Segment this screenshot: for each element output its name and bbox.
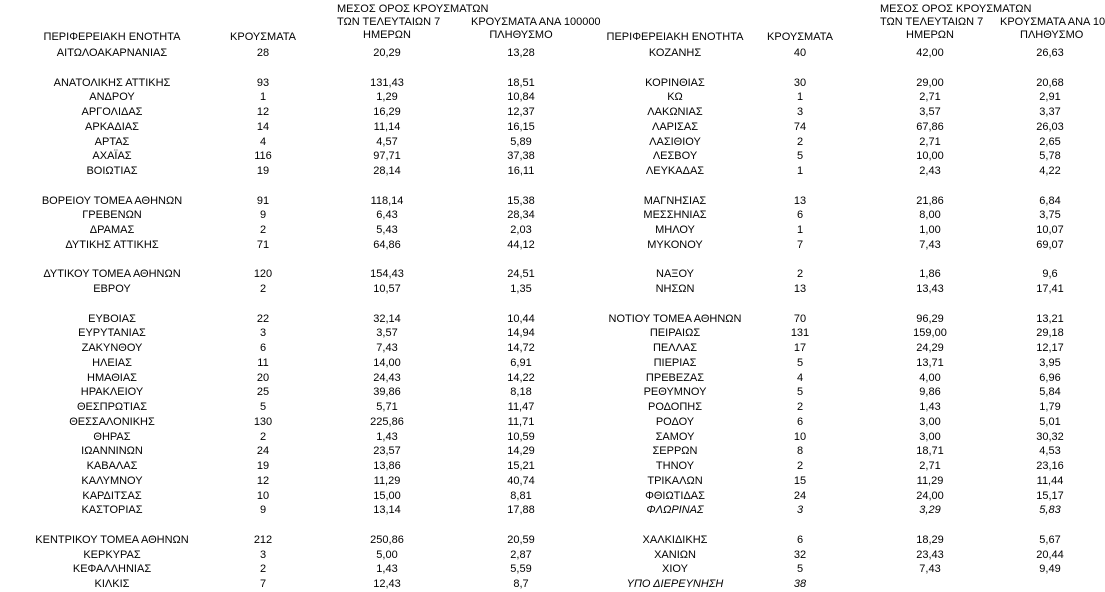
cell-avg7: 12,43 (373, 578, 401, 590)
cell-region: ΛΑΚΩΝΙΑΣ (647, 106, 703, 118)
cell-cases: 7 (796, 238, 804, 251)
cell-avg7: 9,86 (919, 386, 941, 399)
cell-avg7: 10,00 (916, 150, 944, 163)
cell-per100k: 15,17 (1036, 489, 1064, 502)
cell-avg7: 4,00 (919, 371, 941, 384)
cell-cases: 1 (796, 91, 804, 104)
cell-per100k: 2,03 (510, 224, 532, 236)
cell-avg7: 32,14 (373, 312, 401, 325)
cell-region: ΔΥΤΙΚΗΣ ΑΤΤΙΚΗΣ (65, 238, 159, 251)
cell-region: ΣΑΜΟΥ (655, 430, 695, 443)
cell-cases: 131 (790, 327, 810, 340)
cell-cases: 2 (796, 135, 804, 148)
cell-avg7: 11,14 (373, 120, 401, 133)
cell-region: ΖΑΚΥΝΘΟΥ (81, 342, 143, 354)
cell-cases: 19 (256, 460, 270, 472)
cell-region: ΧΑΛΚΙΔΙΚΗΣ (642, 533, 708, 546)
cell-cases: 24 (793, 489, 807, 502)
cell-avg7: 39,86 (373, 386, 401, 399)
cell-per100k: 6,91 (510, 356, 532, 369)
cell-per100k: 11,44 (1036, 474, 1064, 487)
cell-per100k: 5,59 (510, 563, 532, 576)
cell-per100k: 16,15 (507, 120, 535, 133)
cell-cases: 6 (796, 533, 804, 546)
cell-per100k: 20,68 (1036, 76, 1064, 89)
cell-avg7: 15,00 (373, 489, 401, 502)
cell-per100k: 17,88 (507, 504, 535, 517)
cell-per100k: 1,79 (1039, 401, 1061, 413)
cell-region: ΜΗΛΟΥ (655, 224, 695, 236)
cell-per100k: 6,96 (1039, 371, 1061, 384)
cell-cases: 1 (259, 91, 267, 104)
header-avg7-line3: ΗΜΕΡΩΝ (363, 29, 411, 41)
cell-avg7: 29,00 (916, 76, 944, 89)
cell-avg7: 1,29 (376, 91, 398, 104)
cell-region: ΝΑΞΟΥ (656, 268, 694, 281)
cell-avg7: 250,86 (370, 533, 404, 546)
cell-avg7: 64,86 (373, 238, 401, 251)
cell-region: ΑΝΑΤΟΛΙΚΗΣ ΑΤΤΙΚΗΣ (53, 76, 171, 89)
header-cases: ΚΡΟΥΣΜΑΤΑ (230, 31, 296, 43)
cell-region: ΧΙΟΥ (662, 563, 688, 576)
cell-avg7: 3,57 (376, 327, 398, 340)
cell-per100k: 40,74 (507, 474, 535, 487)
cell-per100k: 17,41 (1036, 283, 1064, 295)
cell-cases: 3 (259, 327, 267, 340)
cell-region: ΔΡΑΜΑΣ (89, 224, 135, 236)
cell-cases: 2 (796, 401, 804, 413)
cell-cases: 212 (253, 533, 273, 546)
cell-avg7: 10,57 (373, 283, 401, 295)
cell-region: ΚΑΡΔΙΤΣΑΣ (82, 489, 142, 502)
cell-per100k: 8,18 (510, 386, 532, 399)
header-avg7-line2: ΤΩΝ ΤΕΛΕΥΤΑΙΩΝ 7 (880, 16, 984, 28)
cell-per100k: 18,51 (507, 76, 535, 89)
cell-region: ΑΡΓΟΛΙΔΑΣ (81, 106, 143, 118)
cell-region: ΠΕΛΛΑΣ (652, 342, 698, 354)
cell-cases: 28 (256, 47, 270, 59)
cell-per100k: 5,83 (1039, 504, 1061, 517)
cell-cases: 19 (256, 165, 270, 177)
cell-cases: 3 (796, 106, 804, 118)
cell-region: ΕΥΡΥΤΑΝΙΑΣ (78, 327, 146, 340)
cell-region: ΚΟΡΙΝΘΙΑΣ (645, 76, 705, 89)
cell-per100k: 10,07 (1036, 224, 1064, 236)
cell-cases: 17 (793, 342, 807, 354)
cell-per100k: 11,71 (507, 415, 535, 428)
cell-region: ΚΑΛΥΜΝΟΥ (81, 474, 143, 487)
cell-cases: 10 (793, 430, 807, 443)
cell-cases: 22 (256, 312, 270, 325)
cell-avg7: 11,29 (373, 474, 401, 487)
cell-cases: 4 (796, 371, 804, 384)
cell-avg7: 7,43 (919, 563, 941, 576)
cell-region: ΘΕΣΠΡΩΤΙΑΣ (76, 401, 148, 413)
cell-avg7: 5,43 (376, 224, 398, 236)
cell-per100k: 6,84 (1039, 194, 1061, 207)
cell-per100k: 2,65 (1039, 135, 1061, 148)
cell-avg7: 159,00 (913, 327, 947, 340)
cell-avg7: 42,00 (916, 47, 944, 59)
cell-per100k: 3,37 (1039, 106, 1061, 118)
cell-cases: 6 (259, 342, 267, 354)
cell-region: ΑΡΤΑΣ (94, 135, 130, 148)
cell-per100k: 11,47 (507, 401, 535, 413)
cell-cases: 5 (796, 356, 804, 369)
cell-cases: 2 (259, 430, 267, 443)
cell-per100k: 5,67 (1039, 533, 1061, 546)
cell-per100k: 12,37 (507, 106, 535, 118)
cell-region: ΝΟΤΙΟΥ ΤΟΜΕΑ ΑΘΗΝΩΝ (608, 312, 742, 325)
cell-region: ΜΑΓΝΗΣΙΑΣ (643, 194, 707, 207)
cell-cases: 12 (256, 474, 270, 487)
cell-cases: 40 (793, 47, 807, 59)
header-region: ΠΕΡΙΦΕΡΕΙΑΚΗ ΕΝΟΤΗΤΑ (43, 31, 181, 43)
cell-cases: 2 (259, 283, 267, 295)
cell-avg7: 24,29 (916, 342, 944, 354)
cell-avg7: 14,00 (373, 356, 401, 369)
cell-per100k: 26,03 (1036, 120, 1064, 133)
cell-region: ΑΙΤΩΛΟΑΚΑΡΝΑΝΙΑΣ (56, 47, 168, 59)
cell-cases: 5 (259, 401, 267, 413)
cell-avg7: 28,14 (373, 165, 401, 177)
cell-region: ΗΜΑΘΙΑΣ (87, 371, 137, 384)
cell-per100k: 4,53 (1039, 445, 1061, 458)
cell-per100k: 9,49 (1039, 563, 1061, 576)
cell-cases: 24 (256, 445, 270, 458)
cell-per100k: 26,63 (1036, 47, 1064, 59)
header-per100k-line1: ΚΡΟΥΣΜΑΤΑ ΑΝΑ 100000 (471, 16, 601, 28)
cell-cases: 130 (253, 415, 273, 428)
cell-per100k: 5,01 (1039, 415, 1061, 428)
cell-region: ΑΡΚΑΔΙΑΣ (85, 120, 139, 133)
cell-avg7: 13,43 (916, 283, 944, 295)
cell-avg7: 1,86 (919, 268, 941, 281)
cell-region: ΑΧΑΪΑΣ (92, 150, 132, 163)
cell-avg7: 3,29 (919, 504, 941, 517)
cell-cases: 5 (796, 386, 804, 399)
cell-region: ΚΕΝΤΡΙΚΟΥ ΤΟΜΕΑ ΑΘΗΝΩΝ (35, 533, 189, 546)
cell-cases: 2 (796, 268, 804, 281)
cell-per100k: 10,59 (507, 430, 535, 443)
cell-avg7: 1,43 (376, 430, 398, 443)
cell-avg7: 18,29 (916, 533, 944, 546)
cell-avg7: 21,86 (916, 194, 944, 207)
cell-region: ΚΙΛΚΙΣ (94, 578, 130, 590)
cell-region: ΘΕΣΣΑΛΟΝΙΚΗΣ (69, 415, 155, 428)
cell-cases: 25 (256, 386, 270, 399)
cell-region: ΡΟΔΟΠΗΣ (647, 401, 703, 413)
cell-cases: 74 (793, 120, 807, 133)
cell-cases: 13 (793, 194, 807, 207)
cell-cases: 38 (793, 578, 807, 590)
cell-per100k: 14,22 (507, 371, 535, 384)
cell-cases: 91 (256, 194, 270, 207)
cell-per100k: 14,29 (507, 445, 535, 458)
cell-cases: 12 (256, 106, 270, 118)
cell-per100k: 14,94 (507, 327, 535, 340)
cell-region: ΤΗΝΟΥ (655, 460, 695, 472)
cell-cases: 10 (256, 489, 270, 502)
cell-cases: 13 (793, 283, 807, 295)
cell-per100k: 10,44 (507, 312, 535, 325)
cell-avg7: 23,57 (373, 445, 401, 458)
cell-region: ΡΕΘΥΜΝΟΥ (643, 386, 707, 399)
cell-region: ΡΟΔΟΥ (655, 415, 695, 428)
cell-per100k: 13,21 (1036, 312, 1064, 325)
header-per100k-line1: ΚΡΟΥΣΜΑΤΑ ΑΝΑ 10 (1000, 16, 1105, 28)
cell-cases: 6 (796, 415, 804, 428)
cell-cases: 120 (253, 268, 273, 281)
cell-per100k: 24,51 (507, 268, 535, 281)
cell-region: ΧΑΝΙΩΝ (654, 548, 696, 561)
cell-cases: 2 (796, 460, 804, 472)
cell-avg7: 96,29 (916, 312, 944, 325)
cell-avg7: 11,29 (916, 474, 944, 487)
cell-per100k: 16,11 (507, 165, 535, 177)
cell-cases: 70 (793, 312, 807, 325)
header-avg7-line3: ΗΜΕΡΩΝ (906, 29, 954, 41)
cell-per100k: 2,87 (510, 548, 532, 561)
cell-region: ΒΟΡΕΙΟΥ ΤΟΜΕΑ ΑΘΗΝΩΝ (41, 194, 183, 207)
cell-avg7: 2,43 (919, 165, 941, 177)
cell-avg7: 16,29 (373, 106, 401, 118)
cell-region: ΦΛΩΡΙΝΑΣ (646, 504, 704, 517)
cell-per100k: 15,21 (507, 460, 535, 472)
cell-region: ΗΡΑΚΛΕΙΟΥ (80, 386, 144, 399)
cell-per100k: 37,38 (507, 150, 535, 163)
cell-region: ΚΑΣΤΟΡΙΑΣ (81, 504, 143, 517)
cell-avg7: 2,71 (919, 91, 941, 104)
cell-region: ΣΕΡΡΩΝ (652, 445, 698, 458)
cell-cases: 116 (254, 150, 272, 163)
cell-avg7: 1,43 (919, 401, 941, 413)
cell-avg7: 1,00 (919, 224, 941, 236)
cell-avg7: 4,57 (376, 135, 398, 148)
cell-avg7: 20,29 (373, 47, 401, 59)
cell-region: ΝΗΣΩΝ (655, 283, 695, 295)
cell-avg7: 2,71 (919, 135, 941, 148)
cell-avg7: 24,43 (373, 371, 401, 384)
cell-per100k: 5,89 (510, 135, 532, 148)
cell-avg7: 7,43 (376, 342, 398, 354)
cell-cases: 5 (796, 150, 804, 163)
cell-per100k: 15,38 (507, 194, 535, 207)
cell-cases: 30 (793, 76, 807, 89)
cell-avg7: 2,71 (919, 460, 941, 472)
cell-region: ΕΒΡΟΥ (93, 283, 131, 295)
cell-avg7: 13,71 (916, 356, 944, 369)
cell-region: ΠΡΕΒΕΖΑΣ (645, 371, 705, 384)
cell-region: ΜΥΚΟΝΟΥ (647, 238, 703, 251)
cell-region: ΘΗΡΑΣ (93, 430, 131, 443)
cell-avg7: 118,14 (370, 194, 404, 207)
cell-avg7: 8,00 (919, 209, 941, 222)
cell-cases: 6 (796, 209, 804, 222)
cell-cases: 32 (793, 548, 807, 561)
cell-region: ΥΠΟ ΔΙΕΡΕΥΝΗΣΗ (626, 578, 724, 590)
cell-cases: 93 (256, 76, 270, 89)
cell-cases: 71 (256, 238, 270, 251)
cell-cases: 9 (259, 209, 267, 222)
cell-per100k: 20,44 (1036, 548, 1064, 561)
cell-region: ΚΑΒΑΛΑΣ (86, 460, 138, 472)
cell-per100k: 4,22 (1039, 165, 1061, 177)
cell-avg7: 1,43 (376, 563, 398, 576)
cell-avg7: 13,14 (373, 504, 401, 517)
cell-per100k: 5,78 (1039, 150, 1061, 163)
cell-region: ΚΕΡΚΥΡΑΣ (83, 548, 141, 561)
cell-per100k: 8,7 (513, 578, 529, 590)
cell-avg7: 225,86 (370, 415, 404, 428)
cell-region: ΕΥΒΟΙΑΣ (88, 312, 136, 325)
cell-region: ΛΕΥΚΑΔΑΣ (645, 165, 705, 177)
cell-cases: 15 (793, 474, 807, 487)
cell-region: ΛΕΣΒΟΥ (652, 150, 698, 163)
cell-region: ΛΑΡΙΣΑΣ (651, 120, 698, 133)
cell-avg7: 131,43 (370, 76, 404, 89)
cell-avg7: 13,86 (373, 460, 401, 472)
header-cases: ΚΡΟΥΣΜΑΤΑ (767, 31, 833, 43)
cell-cases: 2 (259, 224, 267, 236)
cell-per100k: 9,6 (1042, 268, 1058, 281)
cell-region: ΔΥΤΙΚΟΥ ΤΟΜΕΑ ΑΘΗΝΩΝ (43, 268, 181, 281)
cell-per100k: 3,75 (1039, 209, 1061, 222)
cell-region: ΗΛΕΙΑΣ (92, 356, 132, 369)
cell-per100k: 12,17 (1036, 342, 1064, 354)
cell-region: ΚΟΖΑΝΗΣ (648, 47, 702, 59)
cell-per100k: 69,07 (1036, 238, 1064, 251)
cell-per100k: 10,84 (507, 91, 535, 104)
cell-per100k: 3,95 (1039, 356, 1061, 369)
cell-region: ΑΝΔΡΟΥ (89, 91, 135, 104)
cell-per100k: 2,91 (1039, 91, 1061, 104)
cell-avg7: 5,71 (376, 401, 398, 413)
cell-region: ΚΕΦΑΛΛΗΝΙΑΣ (72, 563, 152, 576)
cell-cases: 2 (259, 563, 267, 576)
cell-region: ΛΑΣΙΘΙΟΥ (649, 135, 701, 148)
header-avg7-line2: ΤΩΝ ΤΕΛΕΥΤΑΙΩΝ 7 (337, 16, 441, 28)
cell-region: ΙΩΑΝΝΙΝΩΝ (81, 445, 143, 458)
cell-cases: 14 (256, 120, 270, 133)
cell-avg7: 3,57 (919, 106, 941, 118)
cell-avg7: 6,43 (376, 209, 398, 222)
cell-per100k: 29,18 (1036, 327, 1064, 340)
cell-cases: 3 (259, 548, 267, 561)
cell-per100k: 14,72 (507, 342, 535, 354)
header-per100k-line2: ΠΛΗΘΥΣΜΟ (489, 29, 553, 41)
cell-region: ΦΘΙΩΤΙΔΑΣ (645, 489, 705, 502)
cell-region: ΓΡΕΒΕΝΩΝ (82, 209, 142, 222)
cell-per100k: 13,28 (507, 47, 535, 59)
cell-per100k: 1,35 (510, 283, 532, 295)
cell-region: ΤΡΙΚΑΛΩΝ (647, 474, 703, 487)
cell-avg7: 7,43 (919, 238, 941, 251)
cell-per100k: 5,84 (1039, 386, 1061, 399)
cell-avg7: 24,00 (916, 489, 944, 502)
header-avg7-line1: ΜΕΣΟΣ ΟΡΟΣ ΚΡΟΥΣΜΑΤΩΝ (880, 3, 1032, 15)
cell-cases: 3 (796, 504, 804, 517)
cell-cases: 20 (256, 371, 270, 384)
cell-cases: 1 (796, 224, 804, 236)
cell-region: ΠΙΕΡΙΑΣ (653, 356, 697, 369)
cell-cases: 4 (259, 135, 267, 148)
cell-avg7: 97,71 (373, 150, 401, 163)
cell-avg7: 18,71 (916, 445, 944, 458)
cell-region: ΒΟΙΩΤΙΑΣ (86, 165, 138, 177)
cell-cases: 9 (259, 504, 267, 517)
header-avg7-line1: ΜΕΣΟΣ ΟΡΟΣ ΚΡΟΥΣΜΑΤΩΝ (337, 3, 489, 15)
cell-cases: 8 (796, 445, 804, 458)
cell-avg7: 3,00 (919, 430, 941, 443)
cell-cases: 11 (257, 356, 269, 369)
header-region: ΠΕΡΙΦΕΡΕΙΑΚΗ ΕΝΟΤΗΤΑ (606, 31, 744, 43)
cell-per100k: 44,12 (507, 238, 535, 251)
cell-avg7: 3,00 (919, 415, 941, 428)
cell-per100k: 23,16 (1036, 460, 1064, 472)
cell-region: ΜΕΣΣΗΝΙΑΣ (643, 209, 707, 222)
cell-cases: 1 (796, 165, 804, 177)
cell-avg7: 5,00 (376, 548, 398, 561)
cell-avg7: 23,43 (916, 548, 944, 561)
cell-region: ΚΩ (667, 91, 683, 104)
cell-per100k: 20,59 (507, 533, 535, 546)
cell-avg7: 154,43 (370, 268, 404, 281)
cell-avg7: 67,86 (916, 120, 944, 133)
cell-cases: 5 (796, 563, 804, 576)
cell-per100k: 8,81 (510, 489, 532, 502)
cell-region: ΠΕΙΡΑΙΩΣ (649, 327, 701, 340)
cell-per100k: 30,32 (1036, 430, 1064, 443)
cell-per100k: 28,34 (507, 209, 535, 222)
header-per100k-line2: ΠΛΗΘΥΣΜΟ (1020, 29, 1084, 41)
cell-cases: 7 (259, 578, 267, 590)
